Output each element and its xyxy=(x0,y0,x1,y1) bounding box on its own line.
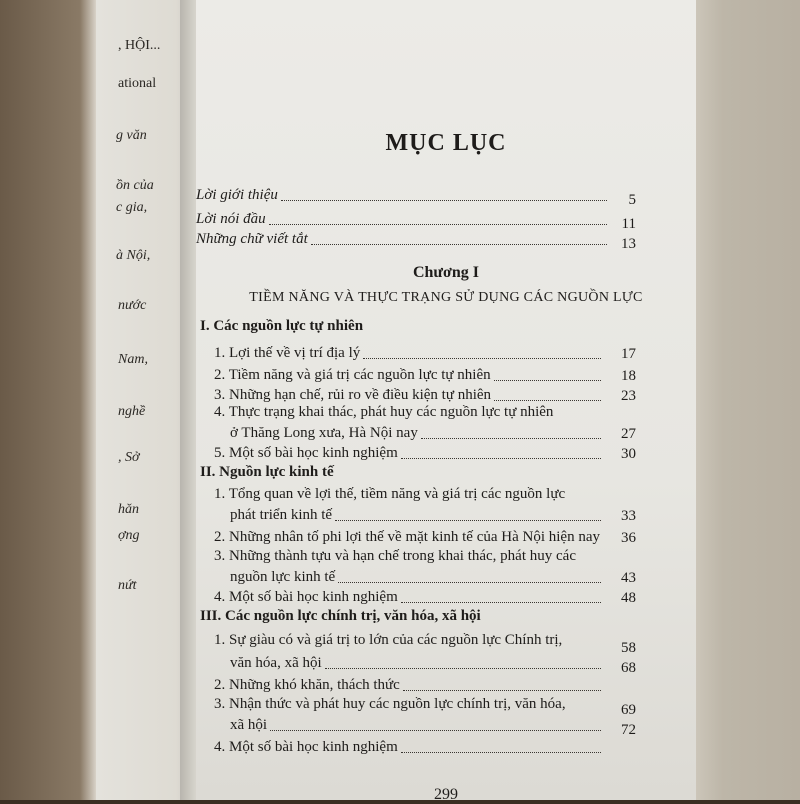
toc-page-number: 58 xyxy=(621,640,636,656)
toc-entry xyxy=(230,654,604,672)
section-heading: I. Các nguồn lực tự nhiên xyxy=(200,318,364,334)
left-page-text: Nam, xyxy=(118,352,148,367)
toc-page-number: 33 xyxy=(621,508,636,524)
toc-entry-label: 4. Một số bài học kinh nghiệm xyxy=(214,589,398,605)
left-page-text: à Nội, xyxy=(116,248,151,263)
toc-entry xyxy=(230,568,604,586)
toc-entry-label: 1. Tổng quan về lợi thế, tiềm năng và giá trị các nguồn lực xyxy=(214,486,566,502)
left-page-text: nứt xyxy=(118,578,137,593)
toc-entry-label: 2. Những khó khăn, thách thức xyxy=(214,677,400,693)
leader-dots xyxy=(338,572,601,583)
toc-page-number: 5 xyxy=(628,192,636,208)
toc-page-number: 13 xyxy=(621,236,636,252)
toc-page-number: 30 xyxy=(621,446,636,462)
leader-dots xyxy=(421,428,601,439)
left-page-header: , HỘI... xyxy=(118,38,161,53)
toc-entry xyxy=(230,506,604,524)
left-page-text: g văn xyxy=(116,128,147,143)
leader-dots xyxy=(270,720,601,731)
leader-dots xyxy=(494,370,601,381)
toc-page-number: 72 xyxy=(621,722,636,738)
toc-entry xyxy=(196,210,610,228)
left-page-text: ợng xyxy=(118,528,140,543)
toc-entry xyxy=(214,588,604,606)
toc-page-number: 68 xyxy=(621,660,636,676)
left-page-text: c gia, xyxy=(116,200,148,215)
toc-page-number: 36 xyxy=(621,530,636,546)
toc-entry-label: Lời giới thiệu xyxy=(196,187,278,203)
book-page xyxy=(196,0,696,803)
leader-dots xyxy=(401,742,601,753)
chapter-title: TIỀM NĂNG VÀ THỰC TRẠNG SỬ DỤNG CÁC NGUỒN LỰC xyxy=(249,290,643,305)
toc-page-number: 18 xyxy=(621,368,636,384)
page-title: MỤC LỤC xyxy=(385,130,507,156)
left-page-text: ồn của xyxy=(116,178,154,193)
toc-entry xyxy=(214,344,604,362)
leader-dots xyxy=(363,348,601,359)
left-page-text: ational xyxy=(118,76,157,91)
toc-entry-label: 4. Một số bài học kinh nghiệm xyxy=(214,739,398,755)
toc-page-number: 27 xyxy=(621,426,636,442)
toc-entry xyxy=(214,738,604,756)
left-page-text: nước xyxy=(118,298,147,313)
page-number: 299 xyxy=(434,786,458,803)
leader-dots xyxy=(401,448,601,459)
toc-entry-label-continued: ở Thăng Long xưa, Hà Nội nay xyxy=(230,425,418,441)
toc-entry xyxy=(230,424,604,442)
toc-page-number: 11 xyxy=(621,216,636,232)
leader-dots xyxy=(269,214,607,225)
toc-entry-label-continued: phát triển kinh tế xyxy=(230,507,333,523)
leader-dots xyxy=(494,390,601,401)
leader-dots xyxy=(335,510,601,521)
toc-page-number: 17 xyxy=(621,346,636,362)
toc-page-number: 23 xyxy=(621,388,636,404)
toc-entry xyxy=(214,676,604,694)
toc-entry-label: 2. Tiềm năng và giá trị các nguồn lực tự nhiên xyxy=(214,367,491,383)
toc-entry xyxy=(196,230,610,248)
leader-dots xyxy=(281,190,607,201)
left-page-text: , Sở xyxy=(118,450,140,465)
left-page-text: nghề xyxy=(118,404,146,419)
toc-entry-label: 3. Nhận thức và phát huy các nguồn lực chính trị, văn hóa, xyxy=(214,696,566,712)
toc-entry-label: 4. Thực trạng khai thác, phát huy các nguồn lực tự nhiên xyxy=(214,404,554,420)
left-page-text: hăn xyxy=(118,502,139,517)
toc-entry-label: 3. Những hạn chế, rủi ro về điều kiện tự nhiên xyxy=(214,387,492,403)
toc-entry xyxy=(230,716,604,734)
leader-dots xyxy=(311,234,607,245)
toc-page-number: 48 xyxy=(621,590,636,606)
toc-entry xyxy=(214,366,604,384)
toc-entry-label-continued: văn hóa, xã hội xyxy=(230,655,322,671)
table-background-right xyxy=(690,0,800,800)
toc-entry-label: 3. Những thành tựu và hạn chế trong khai thác, phát huy các xyxy=(214,548,576,564)
toc-page-number: 69 xyxy=(621,702,636,718)
toc-page-number: 43 xyxy=(621,570,636,586)
toc-entry-label: 5. Một số bài học kinh nghiệm xyxy=(214,445,398,461)
toc-entry xyxy=(214,386,604,404)
leader-dots xyxy=(401,592,601,603)
toc-entry-label: 2. Những nhân tố phi lợi thế về mặt kinh tế của Hà Nội hiện nay xyxy=(214,529,600,545)
toc-entry xyxy=(196,186,610,204)
toc-entry-label-continued: xã hội xyxy=(230,717,268,733)
toc-entry xyxy=(214,528,604,546)
toc-entry-label: 1. Sự giàu có và giá trị to lớn của các nguồn lực Chính trị, xyxy=(214,632,563,648)
toc-entry-label: Lời nói đầu xyxy=(196,211,266,227)
leader-dots xyxy=(325,658,601,669)
section-heading: III. Các nguồn lực chính trị, văn hóa, xã hội xyxy=(200,608,481,624)
toc-entry-label: Những chữ viết tắt xyxy=(196,231,308,247)
section-heading: II. Nguồn lực kinh tế xyxy=(200,464,334,480)
toc-entry-label: 1. Lợi thế về vị trí địa lý xyxy=(214,345,361,361)
leader-dots xyxy=(403,680,601,691)
toc-entry-label-continued: nguồn lực kinh tế xyxy=(230,569,336,585)
chapter-number: Chương I xyxy=(412,264,480,281)
toc-entry xyxy=(214,444,604,462)
